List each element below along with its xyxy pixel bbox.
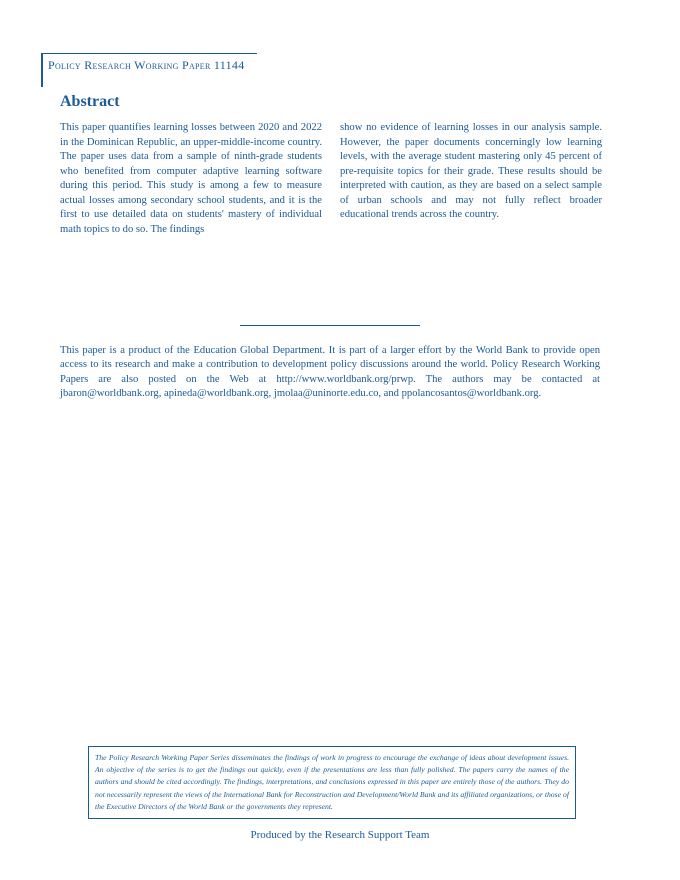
disclaimer-box	[88, 746, 576, 819]
header-vertical-rule	[41, 53, 43, 87]
abstract-right-column: show no evidence of learning losses in our analysis sample. However, the paper documents concerningly low learning levels, with the average student mastering only 45 percent of pre-requisite topics for their grade. These results should be interpreted with caution, as they are based on a select sample of urban schools and may not fully reflect broader educational trends across the country.	[340, 122, 602, 220]
header-horizontal-rule	[41, 53, 257, 54]
section-divider	[240, 325, 420, 326]
disclaimer-text: The Policy Research Working Paper Series disseminates the findings of work in progress to encourage the exchange of ideas about development issues. An objective of the series is to get the findings out quickly, even if the presentations are less than fully polished. The papers carry the names of the authors and should be cited accordingly. The findings, interpretations, and conclusions expressed in this paper are entirely those of the authors. They do not necessarily represent the views of the International Bank for Reconstruction and Development/World Bank and its affiliated organizations, or those of the Executive Directors of the World Bank or the governments they represent.	[95, 753, 569, 811]
abstract-heading: Abstract	[60, 93, 120, 110]
abstract-left-column: This paper quantifies learning losses between 2020 and 2022 in the Dominican Republic, an upper-middle-income country. The paper uses data from a sample of ninth-grade students who benefited from computer adaptive learning software during this period. This study is among a few to measure actual losses among secondary school students, and it is the first to use detailed data on students' mastery of individual math topics to do so. The findings	[60, 122, 322, 235]
series-title: Policy Research Working Paper 11144	[48, 58, 245, 72]
product-note: This paper is a product of the Education Global Department. It is part of a larger effort by the World Bank to provide open access to its research and make a contribution to development policy discussions around the world. Policy Research Working Papers are also posted on the Web at http://www.worldbank.org/prwp. The authors may be contacted at jbaron@worldbank.org, apineda@worldbank.org, jmolaa@uninorte.edu.co, and ppolancosantos@worldbank.org.	[60, 345, 600, 399]
produced-by-footer: Produced by the Research Support Team	[250, 829, 430, 841]
